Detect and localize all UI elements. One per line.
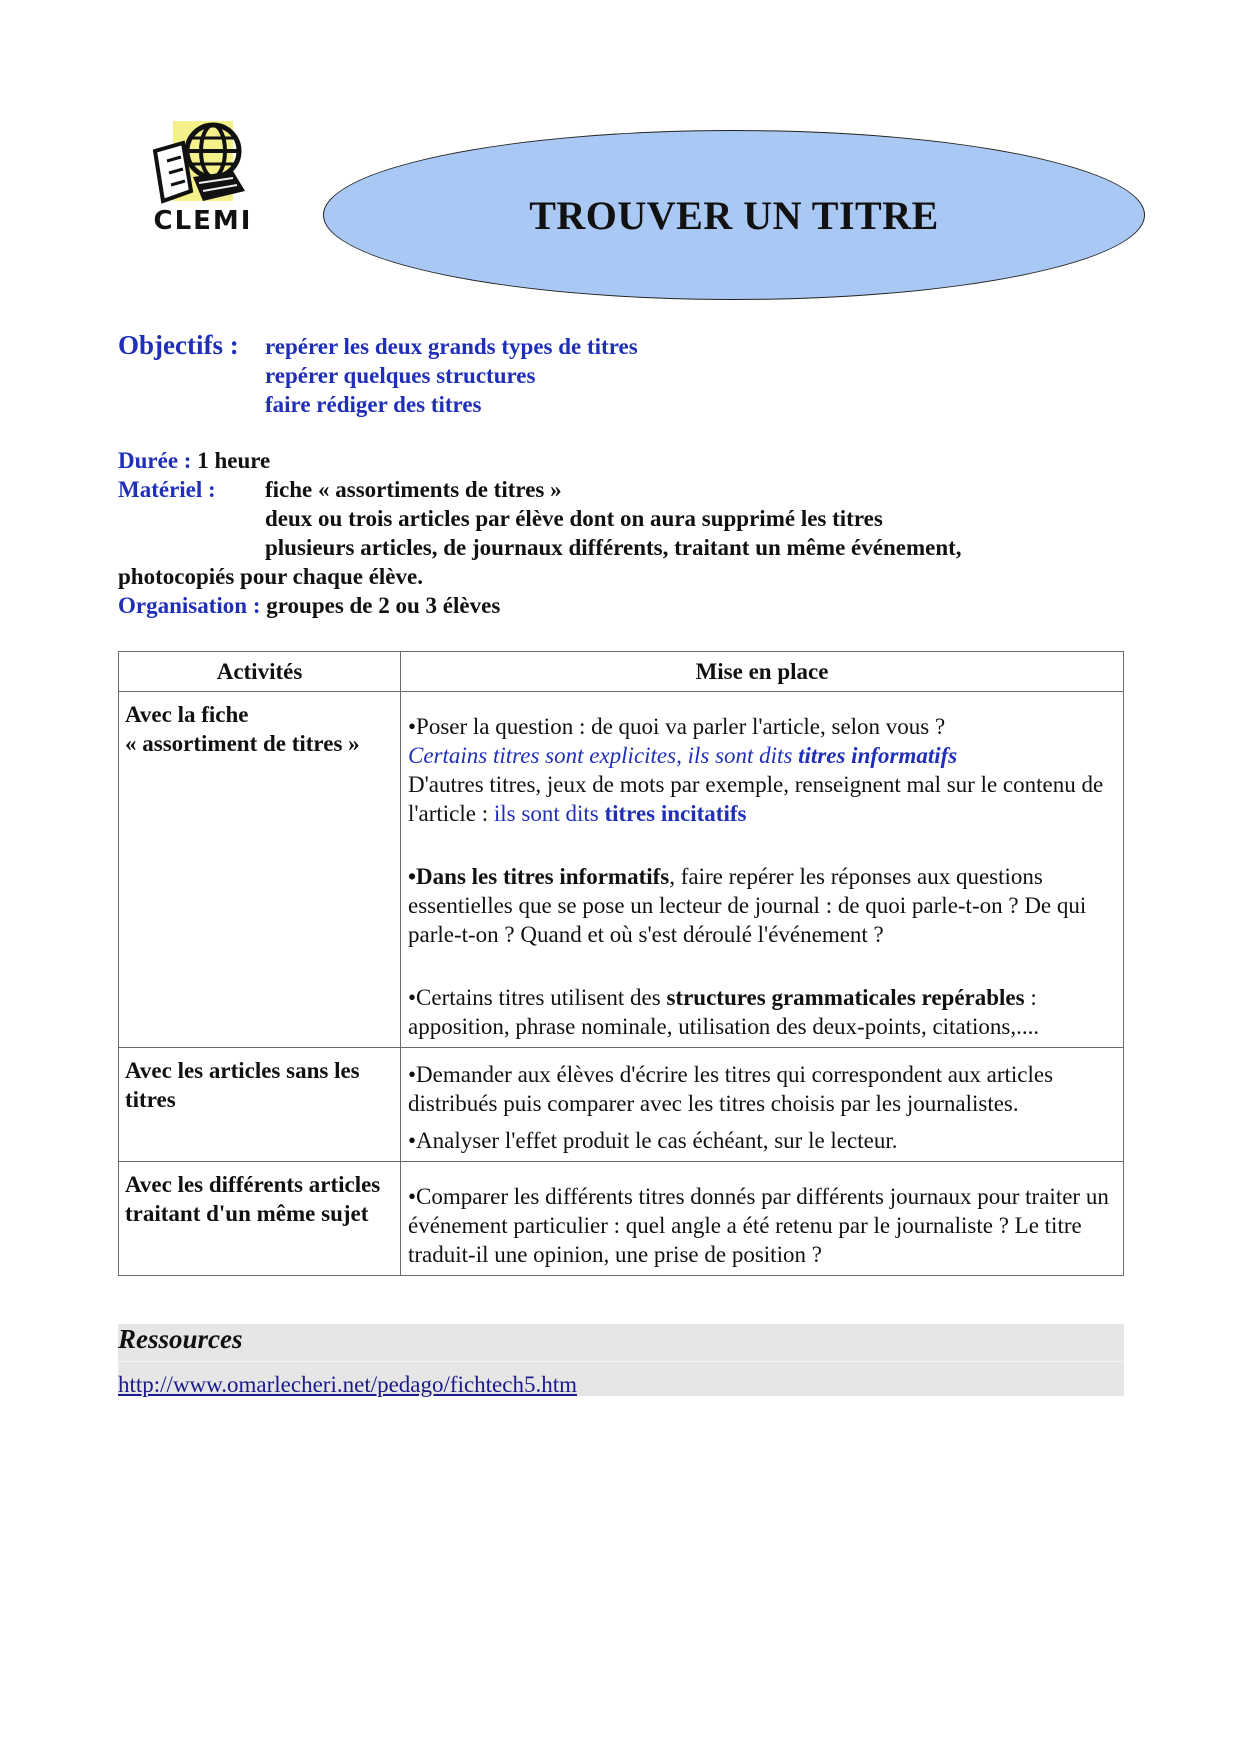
activity-line: Avec la fiche bbox=[125, 702, 249, 727]
organisation-value: groupes de 2 ou 3 élèves bbox=[266, 593, 501, 618]
header-mise-en-place: Mise en place bbox=[401, 652, 1124, 692]
text-run: structures grammaticales repérables bbox=[666, 985, 1025, 1010]
paragraph bbox=[408, 741, 1117, 770]
ressources-section bbox=[118, 1324, 1124, 1396]
paragraph bbox=[408, 862, 1117, 949]
activity-cell bbox=[119, 692, 401, 1048]
paragraph: •Analyser l'effet produit le cas échéant, sur le lecteur. bbox=[408, 1128, 898, 1153]
duree-line bbox=[118, 448, 270, 474]
activity-line: « assortiment de titres » bbox=[125, 731, 360, 756]
organisation-label: Organisation : bbox=[118, 593, 261, 618]
text-run: titres informatifs bbox=[798, 743, 958, 768]
activities-table bbox=[118, 651, 1124, 1276]
text-run: , faire repérer les réponses aux questions essentielles que se pose un lecteur de journal : de quoi parle-t-on ? De qui parle-t-on ? Quand et où s'est déroulé l'événement ? bbox=[408, 864, 1087, 947]
organisation-line bbox=[118, 593, 500, 619]
text-run: ils sont dits bbox=[493, 801, 605, 826]
paragraph: •Poser la question : de quoi va parler l'article, selon vous ? bbox=[408, 714, 946, 739]
duree-label: Durée : bbox=[118, 448, 192, 473]
paragraph: •Demander aux élèves d'écrire les titres qui correspondent aux articles distribués puis comparer avec les titres choisis par les journalistes. bbox=[408, 1062, 1054, 1116]
table-header-row bbox=[119, 652, 1124, 692]
text-run: •Certains titres utilisent des bbox=[408, 985, 667, 1010]
materiel-label: Matériel : bbox=[118, 477, 216, 502]
objectif-item: faire rédiger des titres bbox=[265, 392, 482, 417]
header-activites: Activités bbox=[119, 652, 401, 692]
materiel-line: fiche « assortiments de titres » bbox=[265, 477, 562, 502]
materiel-line: deux ou trois articles par élève dont on aura supprimé les titres bbox=[265, 506, 883, 531]
text-run: •Dans les titres informatifs bbox=[408, 864, 670, 889]
objectifs-label: Objectifs : bbox=[118, 330, 239, 360]
table-row bbox=[119, 1048, 1124, 1162]
page-title-text: TROUVER UN TITRE bbox=[529, 192, 939, 238]
clemi-logo bbox=[133, 121, 273, 241]
mise-en-place-cell bbox=[401, 692, 1124, 1048]
divider bbox=[118, 1361, 1124, 1362]
activity-cell: Avec les différents articles traitant d'un même sujet bbox=[119, 1162, 401, 1276]
mise-en-place-cell bbox=[401, 1048, 1124, 1162]
table-row bbox=[119, 1162, 1124, 1276]
materiel-line: plusieurs articles, de journaux différents, traitant un même événement, bbox=[265, 535, 962, 560]
paragraph bbox=[408, 770, 1117, 828]
duree-value: 1 heure bbox=[197, 448, 271, 473]
ressources-title: Ressources bbox=[118, 1324, 243, 1354]
page-title bbox=[323, 130, 1145, 300]
text-run: titres incitatifs bbox=[604, 801, 747, 826]
objectif-item: repérer les deux grands types de titres bbox=[265, 334, 638, 359]
text-run: : apposition, phrase nominale, utilisation des deux-points, citations,.... bbox=[408, 985, 1040, 1039]
paragraph bbox=[408, 983, 1117, 1041]
materiel-line: photocopiés pour chaque élève. bbox=[118, 564, 423, 589]
table-row bbox=[119, 692, 1124, 1048]
paragraph: •Comparer les différents titres donnés par différents journaux pour traiter un événement particulier : quel angle a été retenu par le journaliste ? Le titre traduit-il une opinion, une prise de position ? bbox=[408, 1184, 1109, 1267]
objectif-item: repérer quelques structures bbox=[265, 363, 536, 388]
mise-en-place-cell bbox=[401, 1162, 1124, 1276]
ressources-link[interactable]: http://www.omarlecheri.net/pedago/fichtech5.htm bbox=[118, 1372, 578, 1397]
text-run: Certains titres sont explicites, ils sont dits bbox=[408, 743, 799, 768]
activity-cell: Avec les articles sans les titres bbox=[119, 1048, 401, 1162]
logo-text: CLEMI bbox=[153, 206, 253, 236]
text-run: D'autres titres, jeux de mots par exemple, renseignent mal sur le contenu de l'article : bbox=[408, 772, 1104, 826]
